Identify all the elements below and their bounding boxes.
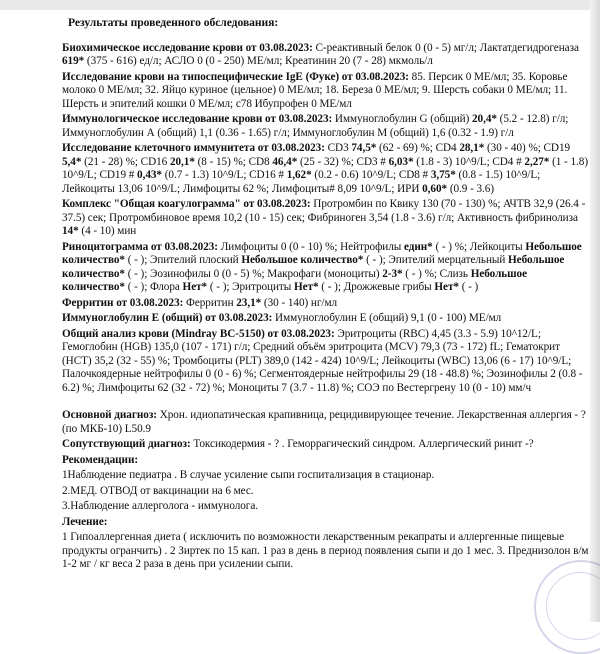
result-bold-text: Нет* xyxy=(294,281,319,293)
seal-stamp xyxy=(534,560,600,654)
result-bold-text: 20,1* xyxy=(169,155,195,168)
main-diagnosis xyxy=(62,409,590,436)
result-bold-text: Нет* xyxy=(434,281,459,293)
result-text: (8 - 15) %; CD8 xyxy=(194,155,273,168)
result-bold-text: Биохимическое исследование крови от 03.08.2023: xyxy=(62,41,313,54)
result-paragraph xyxy=(62,328,590,396)
result-bold-text: 0,60* xyxy=(422,182,448,195)
result-text: ( - ) %; Лейкоциты xyxy=(432,240,526,253)
concomitant-diagnosis-label: Сопутствующий диагноз: xyxy=(62,438,191,450)
result-text: ( - ); Эпителий мерцательный xyxy=(363,254,509,266)
result-bold-text: 20,4* xyxy=(472,113,497,125)
result-text: ( - ); Эозинофилы 0 (0 - 5) %; Макрофаги (моноциты) xyxy=(124,267,383,280)
result-text: (0.9 - 3.6) xyxy=(447,182,495,195)
medical-report xyxy=(62,10,590,574)
result-text: Лимфоциты 0 (0 - 10) %; Нейтрофилы xyxy=(217,240,404,253)
result-bold-text: Исследование крови на типоспецифические IgE (Фуке) от 03.08.2023: xyxy=(62,70,409,83)
result-text: Протромбин по Квику 130 (70 - 130) %; АЧТВ 32,9 (26.4 - 37.5) сек; Протромбиновое время 10,2 (10 - 15) сек; Фибриноген 3,54 (1.8 - 3.6) г/л; Активность фибринолиза xyxy=(62,198,586,224)
lab-results xyxy=(62,42,590,396)
recommendations-label: Рекомендации: xyxy=(62,453,139,466)
result-text: (21 - 28) %; CD16 xyxy=(81,155,170,168)
result-bold-text: Риноцитограмма от 03.08.2023: xyxy=(62,240,218,253)
result-text: (4 - 10) мин xyxy=(78,225,137,237)
result-bold-text: Небольшое количество* xyxy=(241,254,364,266)
treatment-text: 1 Гипоаллергенная диета ( исключить по возможности лекарственным рекапраты и аллергенные пищевые продукты огранчить) . 2 Зиртек по 15 кап. 1 раз в день в период появления сыпи и до 1 мес. 3. Преднизолон в/м 1-2 мг / кг веса 2 раза в день при усилении сыпи. xyxy=(62,531,589,570)
result-bold-text: Иммуноглобулин Е (общий) от 03.08.2023: xyxy=(62,312,273,324)
result-bold-text: Небольшое количество* xyxy=(62,254,565,280)
result-bold-text: 5,4* xyxy=(62,155,82,168)
result-text: (1 - 1.8) 10^9/L; CD19 # xyxy=(62,155,588,181)
result-text: Иммуноглобулин G (общий) xyxy=(332,113,472,125)
result-text: ( - ); Флора xyxy=(124,281,183,293)
result-bold-text: Ферритин от 03.08.2023: xyxy=(62,296,184,309)
result-text: (0.2 - 0.6) 10^9/L; CD8 # xyxy=(311,169,431,181)
treatment-label: Лечение: xyxy=(62,515,108,528)
recommendation-item-3: 3.Наблюдение аллерголога - иммунолога. xyxy=(62,500,259,512)
result-paragraph xyxy=(62,241,590,295)
result-bold-text: 2-3* xyxy=(382,267,403,280)
result-paragraph xyxy=(62,198,590,239)
result-paragraph xyxy=(62,42,590,69)
result-text: (0.7 - 1.3) 10^9/L; CD16 # xyxy=(161,169,287,181)
result-bold-text: Общий анализ крови (Mindray BC-5150) от 03.08.2023: xyxy=(62,327,335,340)
result-bold-text: 28,1* xyxy=(459,142,485,154)
result-bold-text: Исследование клеточного иммунитета от 03.08.2023: xyxy=(62,142,325,154)
result-text: (0.8 - 1.5) 10^9/L; Лейкоциты 13,06 10^9/L; Лимфоциты 62 %; Лимфоциты# 8,09 10^9/L; ИРИ xyxy=(62,169,541,195)
result-bold-text: 0,43* xyxy=(137,169,162,181)
result-text: (30 - 140) нг/мл xyxy=(261,296,338,309)
result-text: Эритроциты (RBC) 4,45 (3.3 - 5.9) 10^12/L; Гемоглобин (HGB) 135,0 (107 - 171) г/л; Средний объём эритроцита (MCV) 79,3 (73 - 172) fL; Гематокрит (HCT) 35,2 (32 - 55) %; Тромбоциты (PLT) 389,0 (142 - 424) 10^9/L; Лейкоциты (WBC) 13,06 (6 - 17) 10^9/L; Палочкоядерные нейтрофилы 0 (0 - 6) %; Сегментоядерные нейтрофилы 29 (18 - 48.8) %; Эозинофилы 2 (0.8 - 6.2) %; Лимфоциты 62 (32 - 72) %; Моноциты 7 (3.7 - 11.8) %; СОЭ по Вестергрену 10 (0 - 10) мм/ч xyxy=(62,327,583,394)
result-bold-text: Небольшое количество* xyxy=(62,240,582,266)
result-paragraph xyxy=(62,71,590,112)
result-bold-text: един* xyxy=(403,240,433,253)
result-bold-text: 6,03* xyxy=(388,155,414,168)
scan-top-edge xyxy=(0,0,600,10)
report-title: Результаты проведенного обследования: xyxy=(68,16,279,29)
result-text: ( - ); Эпителий плоский xyxy=(124,254,242,266)
result-text: 85. Персик 0 МЕ/мл; 35. Коровье молоко 0 МЕ/мл; 32. Яйцо куриное (цельное) 0 МЕ/мл; 18. Береза 0 МЕ/мл; 9. Шерсть собаки 0 МЕ/мл; 11. Шерсть и эпителий кошки 0 МЕ/мл; с78 Ибупрофен 0 МЕ/мл xyxy=(62,70,568,110)
result-bold-text: 14* xyxy=(62,225,79,237)
result-bold-text: Небольшое количество* xyxy=(62,267,528,293)
result-text: (5.2 - 12.8) г/л; Иммуноглобулин А (общий) 1,1 (0.36 - 1.65) г/л; Иммуноглобулин М (общий) 1,6 (0.32 - 1.9) г/л xyxy=(62,113,569,139)
result-text: ( - ) %; Слизь xyxy=(402,267,471,280)
result-paragraph xyxy=(62,113,590,140)
recommendation-item-2: 2.МЕД. ОТВОД от вакцинации на 6 мес. xyxy=(62,484,254,497)
diagnosis-section xyxy=(62,409,590,572)
scan-right-edge xyxy=(590,0,600,622)
result-bold-text: Иммунологическое исследование крови от 03.08.2023: xyxy=(62,113,333,125)
result-bold-text: Комплекс "Общая коагулограмма" от 03.08.2023: xyxy=(62,198,311,210)
result-bold-text: 619* xyxy=(62,55,85,67)
result-text: (1.8 - 3) 10^9/L; CD4 # xyxy=(413,155,525,168)
result-text: (62 - 69) %; CD4 xyxy=(376,142,460,154)
result-bold-text: 23,1* xyxy=(236,296,262,309)
result-paragraph xyxy=(62,297,590,311)
result-bold-text: 3,75* xyxy=(430,169,456,181)
result-text: (25 - 32) %; CD3 # xyxy=(297,155,389,168)
result-text: ( - ) xyxy=(458,281,479,293)
result-text: (375 - 616) ед/л; АСЛО 0 (0 - 250) МЕ/мл; Креатинин 20 (7 - 28) мкмоль/л xyxy=(84,55,433,67)
result-text: CD3 xyxy=(324,142,352,154)
result-paragraph xyxy=(62,142,590,196)
result-text: Иммуноглобулин Е (общий) 9,1 (0 - 100) МЕ/мл xyxy=(272,312,502,324)
seal-stamp-inner-ring xyxy=(546,572,600,640)
result-bold-text: 74,5* xyxy=(351,142,377,154)
result-text: ( - ); Дрожжевые грибы xyxy=(318,281,435,293)
concomitant-diagnosis xyxy=(62,438,590,452)
result-text: С-реактивный белок 0 (0 - 5) мг/л; Лактатдегидрогеназа xyxy=(312,41,579,54)
result-bold-text: 46,4* xyxy=(272,155,298,168)
main-diagnosis-label: Основной диагноз: xyxy=(62,409,157,421)
result-bold-text: 1,62* xyxy=(286,169,312,181)
result-paragraph xyxy=(62,312,590,326)
recommendation-item-1: 1Наблюдение педиатра . В случае усиление сыпи госпитализация в стационар. xyxy=(62,469,435,481)
result-text: ( - ); Эритроциты xyxy=(207,281,294,293)
result-bold-text: Нет* xyxy=(182,281,208,293)
result-text: (30 - 40) %; CD19 xyxy=(484,142,571,154)
result-bold-text: 2,27* xyxy=(524,155,550,168)
result-text: Ферритин xyxy=(183,296,237,309)
main-diagnosis-text: Хрон. идиопатическая крапивница, рецидивирующее течение. Лекарственная аллергия - ? (по МКБ-10) L50.9 xyxy=(62,409,586,435)
concomitant-diagnosis-text: Токсикодермия - ? . Геморрагический синдром. Аллергический ринит -? xyxy=(190,438,534,450)
